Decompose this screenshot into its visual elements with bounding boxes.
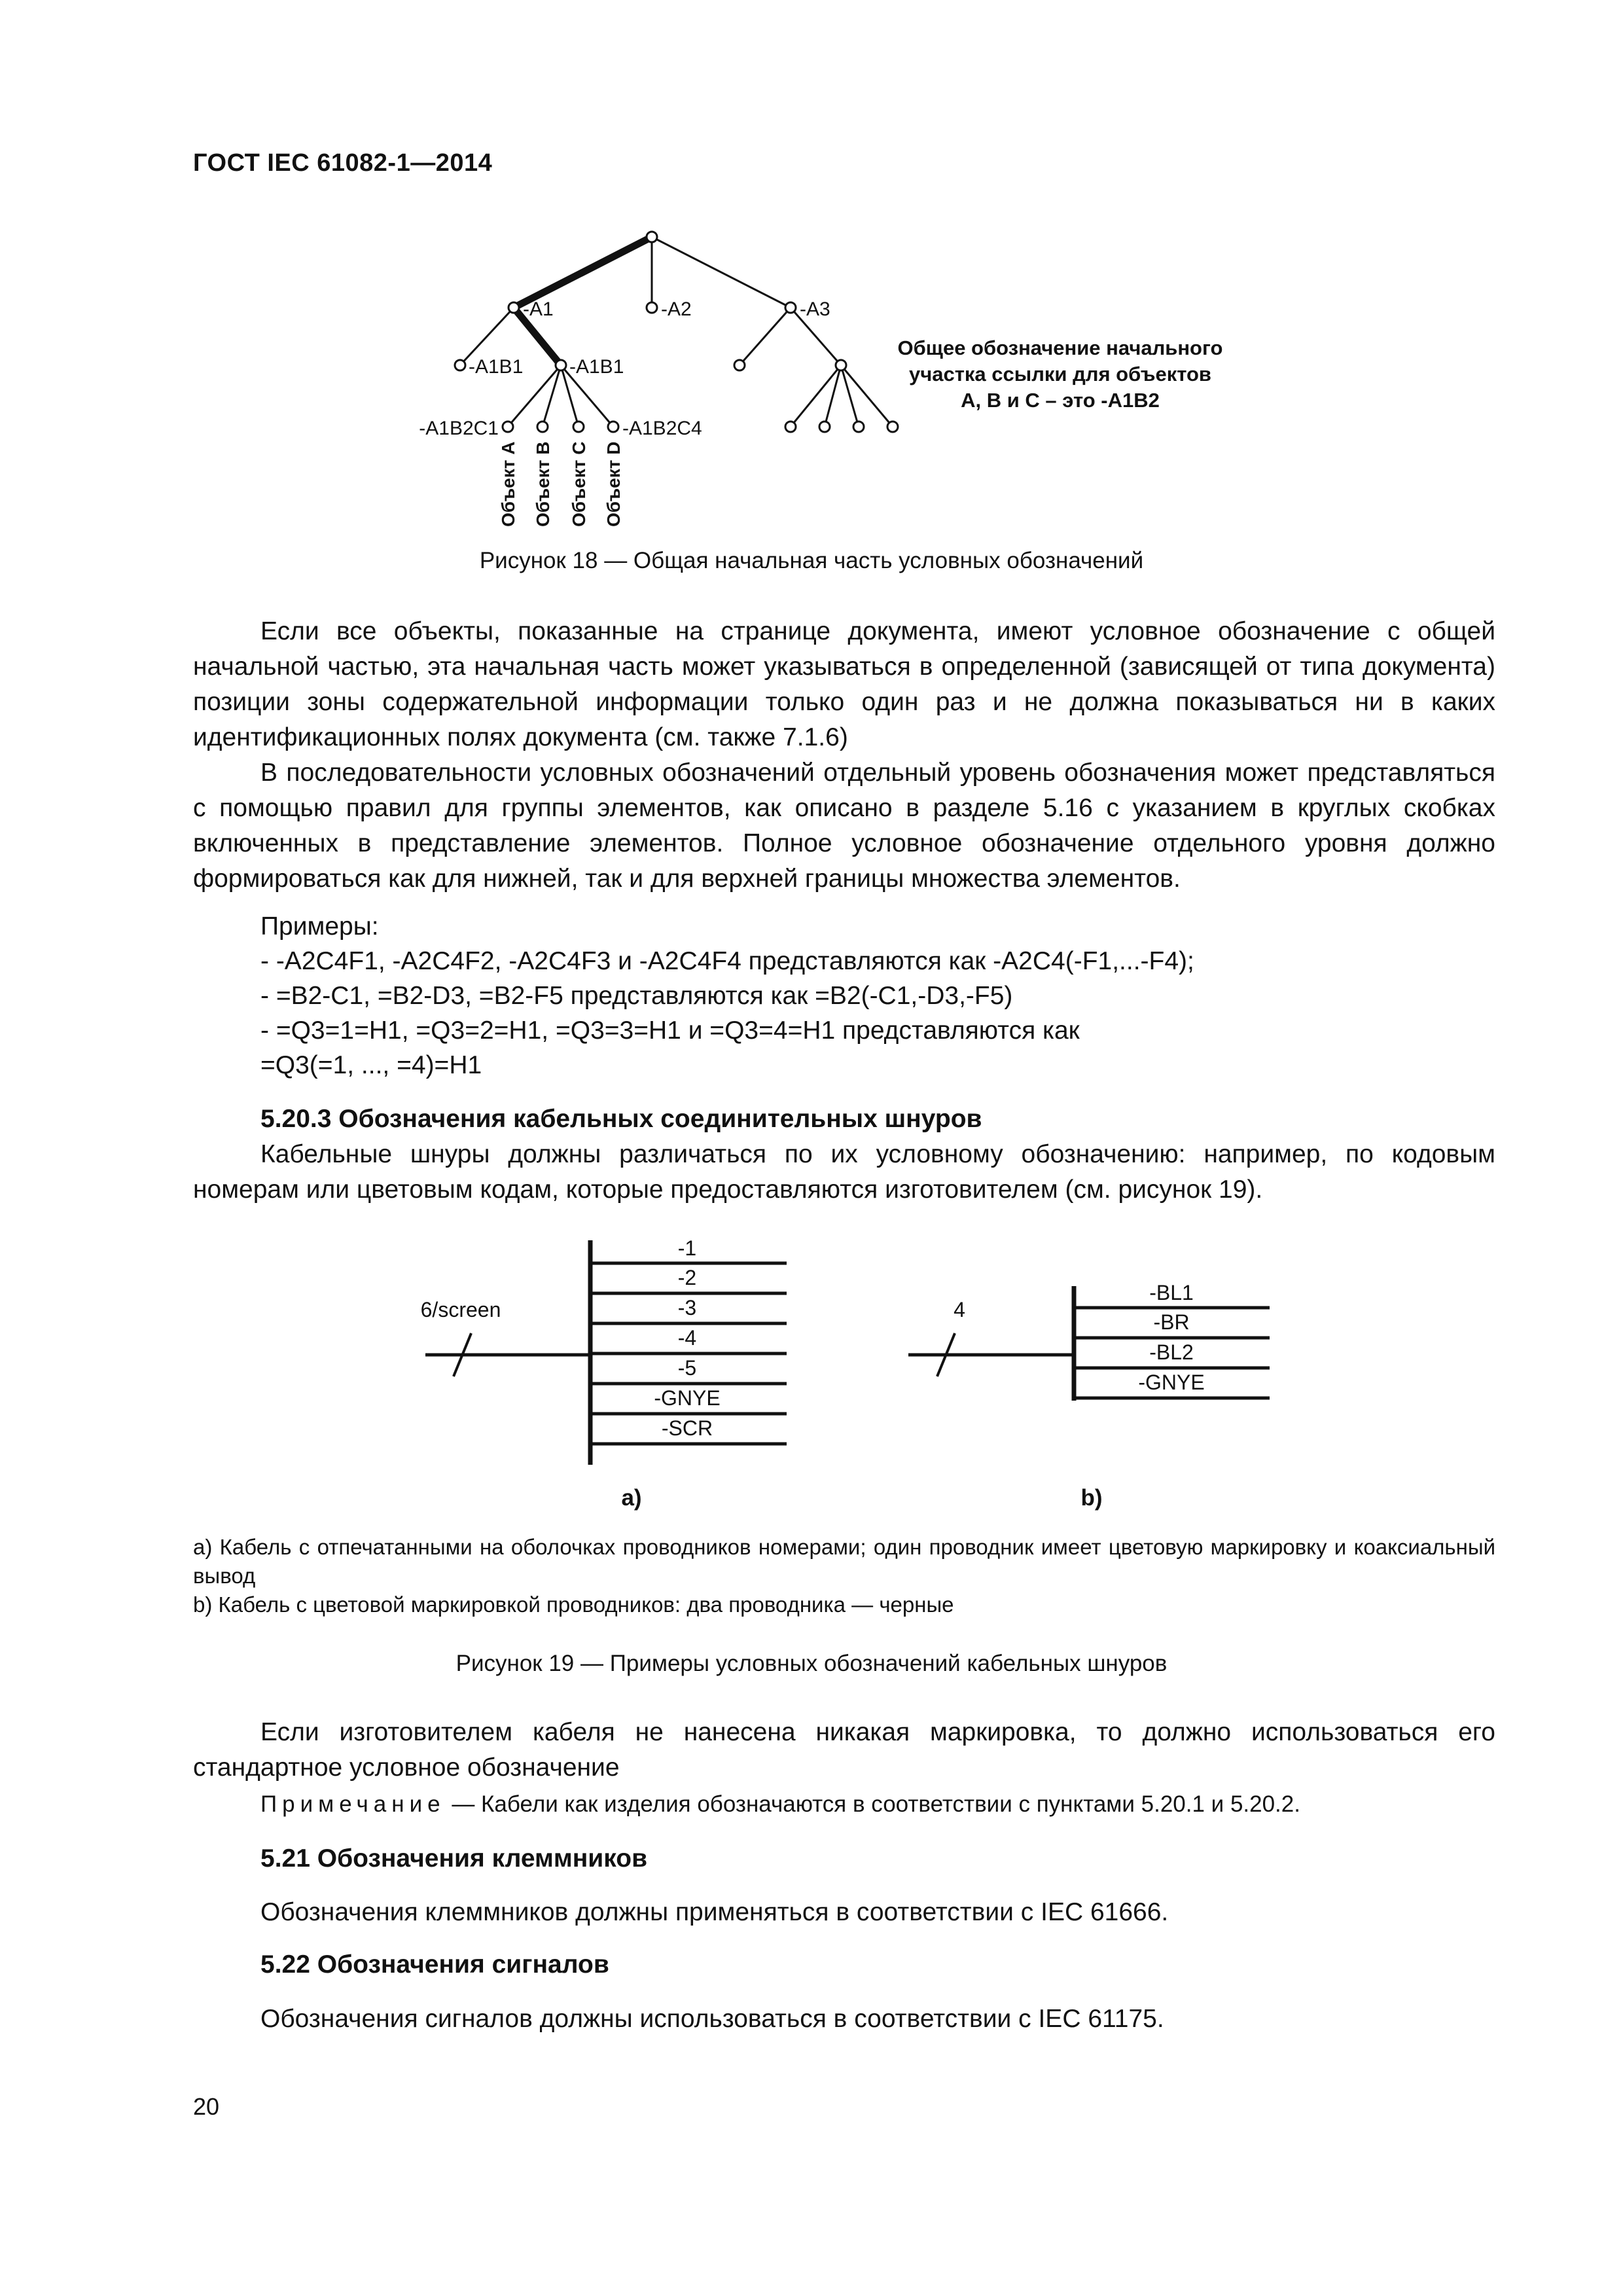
node-label-a3: -A3	[800, 298, 830, 320]
cable-a-wire-label: -1	[677, 1236, 697, 1260]
note-line	[260, 1791, 1300, 1818]
paragraph-2: В последовательности условных обозначений отдельный уровень обозначения может представляться с помощью правил для группы элементов, как описано в разделе 5.16 с указанием в круглых скобках включенных в представление элементов. Полное условное обозначение отдельного уровня должно формироваться как для нижней, так и для верхней границы множества элементов.	[193, 759, 1495, 893]
paragraph-1: Если все объекты, показанные на странице документа, имеют условное обозначение с общей начальной частью, эта начальная часть может указываться в определенной (зависящей от типа документа) позиции зоны содержательной информации только один раз и не должна показываться ни в каких идентификационных полях документа (см. также 7.1.6)	[193, 617, 1495, 751]
cable-b-wire-label: -BR	[1153, 1310, 1190, 1334]
figure-18-note-line-2: участка ссылки для объектов	[909, 363, 1211, 386]
object-label-a: Объект A	[498, 441, 518, 527]
example-line: - =B2-C1, =B2-D3, =B2-F5 представляются как =B2(-C1,-D3,-F5)	[260, 982, 1013, 1010]
object-label-b: Объект B	[533, 441, 553, 527]
paragraph-4: Если изготовителем кабеля не нанесена никакая маркировка, то должно использоваться его стандартное условное обозначение	[193, 1718, 1495, 1782]
note-text: — Кабели как изделия обозначаются в соответствии с пунктами 5.20.1 и 5.20.2.	[445, 1791, 1300, 1817]
paragraph-5: Обозначения клеммников должны применяться в соответствии с IEC 61666.	[260, 1898, 1169, 1926]
cable-a-count-label: 6/screen	[420, 1298, 501, 1321]
figure-19-notes	[193, 1533, 1495, 1619]
examples-title: Примеры:	[260, 912, 379, 941]
figure-19-note-b: b) Кабель с цветовой маркировкой проводников: два проводника — черные	[193, 1592, 954, 1617]
section-heading-5-22: 5.22 Обозначения сигналов	[260, 1950, 609, 1979]
section-heading-5-20-3: 5.20.3 Обозначения кабельных соединительных шнуров	[260, 1105, 982, 1133]
figure-18-caption: Рисунок 18 — Общая начальная часть условных обозначений	[479, 548, 1144, 573]
cable-a-wire-label: -3	[677, 1296, 697, 1319]
cable-b-wire-label: -BL1	[1149, 1281, 1194, 1304]
body-paragraphs	[193, 614, 1495, 897]
figure-19b-label: b)	[1080, 1485, 1103, 1511]
node-label-a1b1-left: -A1B1	[469, 356, 524, 378]
node-label-a1b2c4: -A1B2C4	[622, 418, 702, 439]
node-label-a1: -A1	[523, 298, 554, 320]
cable-b-wire-label: -GNYE	[1138, 1371, 1205, 1394]
node-label-a2: -A2	[661, 298, 692, 320]
figure-19-cable-diagram	[0, 1230, 1623, 1518]
object-label-d: Объект D	[603, 441, 624, 527]
node-label-a1b2c1: -A1B2C1	[419, 418, 499, 439]
object-label-c: Объект C	[569, 441, 589, 527]
cable-b-count-label: 4	[954, 1298, 965, 1321]
page-number: 20	[193, 2093, 220, 2120]
cable-a-wire-label: -2	[677, 1266, 697, 1289]
figure-19-caption: Рисунок 19 — Примеры условных обозначений кабельных шнуров	[455, 1651, 1168, 1676]
document-header: ГОСТ IEC 61082-1—2014	[193, 149, 493, 177]
node-label-a1b1: -A1B1	[569, 356, 624, 378]
cable-a-wire-label: -GNYE	[654, 1386, 721, 1410]
cable-a-wire-label: -5	[677, 1356, 697, 1380]
note-label: Примечание	[260, 1791, 446, 1817]
figure-18-note-line-3: A, B и C – это -A1B2	[961, 389, 1160, 412]
paragraph-4-block	[193, 1715, 1495, 1785]
paragraph-6: Обозначения сигналов должны использоваться в соответствии с IEC 61175.	[260, 2005, 1164, 2033]
cable-b-wire-label: -BL2	[1149, 1340, 1194, 1364]
cable-a-wire-label: -4	[677, 1326, 697, 1350]
figure-18-tree-diagram	[0, 223, 1623, 556]
figure-19-note-a: a) Кабель с отпечатанными на оболочках проводников номерами; один проводник имеет цветовую маркировку и коаксиальный вывод	[193, 1535, 1495, 1588]
figure-19a-label: a)	[621, 1485, 642, 1511]
paragraph-3-block	[193, 1137, 1495, 1208]
example-line: =Q3(=1, ..., =4)=H1	[260, 1051, 482, 1079]
paragraph-3: Кабельные шнуры должны различаться по их условному обозначению: например, по кодовым номерам или цветовым кодам, которые предоставляются изготовителем (см. рисунок 19).	[193, 1140, 1495, 1204]
example-line: - -A2C4F1, -A2C4F2, -A2C4F3 и -A2C4F4 представляются как -A2C4(-F1,...-F4);	[260, 947, 1194, 975]
example-line: - =Q3=1=H1, =Q3=2=H1, =Q3=3=H1 и =Q3=4=H1 представляются как	[260, 1016, 1080, 1045]
figure-18-note-line-1: Общее обозначение начального	[897, 336, 1223, 359]
cable-a-wire-label: -SCR	[661, 1416, 713, 1440]
section-heading-5-21: 5.21 Обозначения клеммников	[260, 1844, 648, 1873]
examples-block	[260, 909, 1194, 1083]
